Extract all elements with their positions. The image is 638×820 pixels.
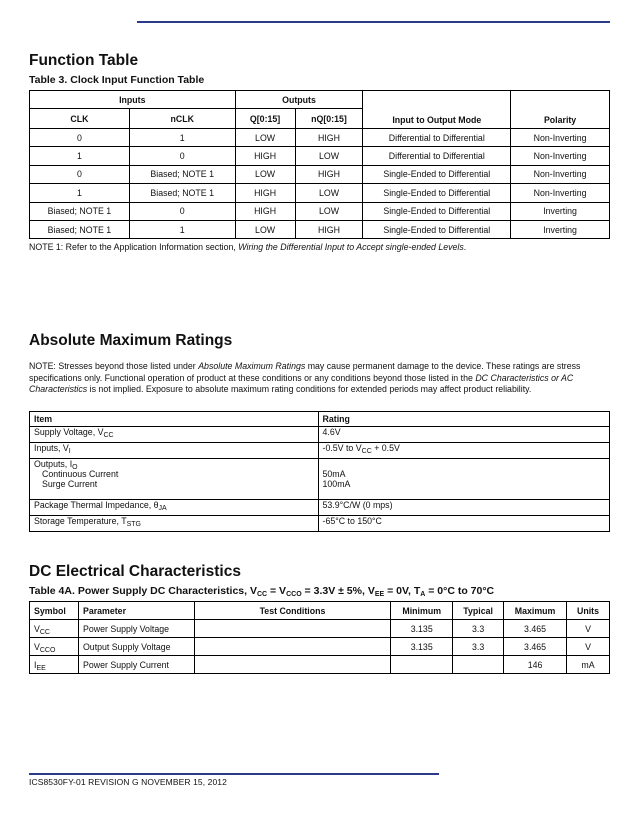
cell: Single-Ended to Differential: [363, 184, 511, 202]
maximum-header: Maximum: [504, 602, 567, 620]
cell: Inverting: [511, 220, 610, 238]
table-row: [30, 516, 610, 532]
units-cell: mA: [567, 656, 610, 674]
table-row: [30, 500, 610, 516]
cell: Inverting: [511, 202, 610, 220]
caption-text: Table 4A. Power Supply DC Characteristics, V: [29, 585, 257, 597]
cell: HIGH: [295, 129, 363, 147]
power-supply-dc-table: [29, 601, 610, 674]
cell: LOW: [295, 147, 363, 165]
test-cell: [194, 656, 391, 674]
note-italic: DC Characteristics or AC Characteristics: [29, 372, 574, 395]
abs-max-note: [29, 361, 594, 396]
min-cell: [391, 656, 453, 674]
function-table-note: [29, 242, 466, 252]
rating-text: 50mA: [322, 469, 346, 479]
note-text: may cause permanent damage to the device. These ratings are stress specifications only. Functional operation of product at these conditions or any conditions beyond those listed in the: [29, 361, 581, 383]
dc-heading: DC Electrical Characteristics: [29, 563, 241, 580]
minimum-header: Minimum: [391, 602, 453, 620]
typ-cell: [453, 656, 504, 674]
rating-cell: [318, 443, 609, 459]
cell: Single-Ended to Differential: [363, 202, 511, 220]
max-cell: 3.465: [504, 620, 567, 638]
typ-cell: 3.3: [453, 638, 504, 656]
subscript: CCO: [286, 591, 302, 598]
subscript: O: [72, 464, 78, 471]
max-cell: 146: [504, 656, 567, 674]
cell: Non-Inverting: [511, 129, 610, 147]
caption-text: = 0°C to 70°C: [425, 585, 495, 597]
item-cell: [30, 516, 319, 532]
item-label: Surge Current: [42, 479, 98, 489]
subscript: A: [420, 591, 426, 598]
clk-header: CLK: [30, 109, 130, 129]
cell: Biased; NOTE 1: [129, 184, 235, 202]
cell: HIGH: [235, 202, 295, 220]
table-row: [30, 147, 610, 165]
cell: 1: [30, 184, 130, 202]
cell: Single-Ended to Differential: [363, 165, 511, 183]
cell: 0: [30, 165, 130, 183]
cell: Biased; NOTE 1: [30, 220, 130, 238]
subscript: CCO: [39, 646, 56, 654]
typ-cell: 3.3: [453, 620, 504, 638]
subscript: EE: [374, 591, 385, 598]
units-cell: V: [567, 620, 610, 638]
clock-input-function-table: [29, 90, 610, 239]
note-text: is not implied. Exposure to absolute maximum rating conditions for extended periods may affect product reliability.: [87, 384, 532, 395]
test-conditions-header: Test Conditions: [194, 602, 391, 620]
item-label: Package Thermal Impedance, θ: [34, 500, 159, 510]
subscript: CC: [256, 591, 268, 598]
outputs-group-header: Outputs: [235, 91, 363, 109]
table-row: [30, 202, 610, 220]
cell: Biased; NOTE 1: [129, 165, 235, 183]
note-end: .: [463, 242, 467, 252]
cell: 0: [30, 129, 130, 147]
abs-max-table: [29, 411, 610, 532]
symbol-cell: [30, 620, 79, 638]
cell: Differential to Differential: [363, 129, 511, 147]
subscript: CC: [361, 448, 372, 455]
item-label: Continuous Current: [42, 469, 119, 479]
table-row: [30, 427, 610, 443]
parameter-cell: Power Supply Current: [78, 656, 194, 674]
caption-text: = 3.3V ± 5%, V: [301, 585, 375, 597]
item-label: Outputs, I: [34, 459, 73, 469]
cell: 1: [129, 220, 235, 238]
item-header: Item: [30, 412, 319, 427]
table-row: [30, 620, 610, 638]
rating-text: -0.5V to V: [322, 443, 362, 453]
note-italic: Absolute Maximum Ratings: [198, 361, 306, 371]
cell: HIGH: [295, 220, 363, 238]
symbol: V: [34, 641, 40, 652]
cell: 0: [129, 202, 235, 220]
dc-caption: [29, 585, 494, 597]
table-row: [30, 184, 610, 202]
parameter-header: Parameter: [78, 602, 194, 620]
cell: LOW: [235, 129, 295, 147]
test-cell: [194, 638, 391, 656]
rating-cell: -65°C to 150°C: [318, 516, 609, 532]
cell: HIGH: [235, 184, 295, 202]
item-cell: [30, 427, 319, 443]
symbol-cell: [30, 656, 79, 674]
abs-max-heading: Absolute Maximum Ratings: [29, 332, 233, 349]
parameter-cell: Output Supply Voltage: [78, 638, 194, 656]
rating-cell: 4.6V: [318, 427, 609, 443]
cell: 1: [129, 129, 235, 147]
polarity-header: Polarity: [511, 91, 610, 129]
note-text: NOTE: Stresses beyond those listed under: [29, 361, 199, 371]
table-row: [30, 220, 610, 238]
item-cell: [30, 500, 319, 516]
cell: LOW: [235, 165, 295, 183]
header-rule: [137, 21, 610, 23]
cell: HIGH: [295, 165, 363, 183]
item-cell: [30, 443, 319, 459]
footer-text: ICS8530FY-01 REVISION G NOVEMBER 15, 2012: [29, 777, 227, 787]
table-row: [30, 443, 610, 459]
cell: Biased; NOTE 1: [30, 202, 130, 220]
nq-header: nQ[0:15]: [295, 109, 363, 129]
cell: Non-Inverting: [511, 147, 610, 165]
caption-text: = V: [267, 585, 287, 597]
cell: LOW: [235, 220, 295, 238]
cell: 0: [129, 147, 235, 165]
subscript: CC: [39, 628, 50, 636]
typical-header: Typical: [453, 602, 504, 620]
rating-header: Rating: [318, 412, 609, 427]
symbol-cell: [30, 638, 79, 656]
max-cell: 3.465: [504, 638, 567, 656]
rating-cell: [318, 459, 609, 500]
note-text: NOTE 1: Refer to the Application Information section,: [29, 242, 239, 252]
inputs-group-header: Inputs: [30, 91, 236, 109]
cell: Non-Inverting: [511, 184, 610, 202]
test-cell: [194, 620, 391, 638]
item-label: Supply Voltage, V: [34, 427, 104, 437]
nclk-header: nCLK: [129, 109, 235, 129]
symbol: V: [34, 623, 40, 634]
item-label: Storage Temperature, T: [34, 516, 127, 526]
q-header: Q[0:15]: [235, 109, 295, 129]
cell: Non-Inverting: [511, 165, 610, 183]
footer-rule: [29, 773, 439, 775]
symbol: I: [34, 659, 37, 670]
min-cell: 3.135: [391, 620, 453, 638]
table-row: [30, 656, 610, 674]
item-cell: [30, 459, 319, 500]
mode-header: Input to Output Mode: [363, 91, 511, 129]
rating-text: + 0.5V: [371, 443, 400, 453]
subscript: STG: [126, 521, 141, 528]
min-cell: 3.135: [391, 638, 453, 656]
cell: Differential to Differential: [363, 147, 511, 165]
subscript: JA: [158, 505, 167, 512]
parameter-cell: Power Supply Voltage: [78, 620, 194, 638]
cell: LOW: [295, 202, 363, 220]
cell: LOW: [295, 184, 363, 202]
item-label: Inputs, V: [34, 443, 69, 453]
note-reference: Wiring the Differential Input to Accept single-ended Levels: [238, 242, 464, 252]
table-row: [30, 459, 610, 500]
rating-text: 100mA: [322, 479, 351, 489]
cell: HIGH: [235, 147, 295, 165]
units-cell: V: [567, 638, 610, 656]
cell: 1: [30, 147, 130, 165]
caption-text: = 0V, T: [384, 585, 421, 597]
subscript: CC: [103, 432, 114, 439]
cell: Single-Ended to Differential: [363, 220, 511, 238]
subscript: I: [68, 448, 71, 455]
function-table-caption: Table 3. Clock Input Function Table: [29, 74, 205, 86]
table-row: [30, 638, 610, 656]
subscript: EE: [36, 664, 46, 672]
rating-cell: 53.9°C/W (0 mps): [318, 500, 609, 516]
table-row: [30, 129, 610, 147]
symbol-header: Symbol: [30, 602, 79, 620]
function-table-heading: Function Table: [29, 52, 139, 69]
table-row: [30, 165, 610, 183]
units-header: Units: [567, 602, 610, 620]
